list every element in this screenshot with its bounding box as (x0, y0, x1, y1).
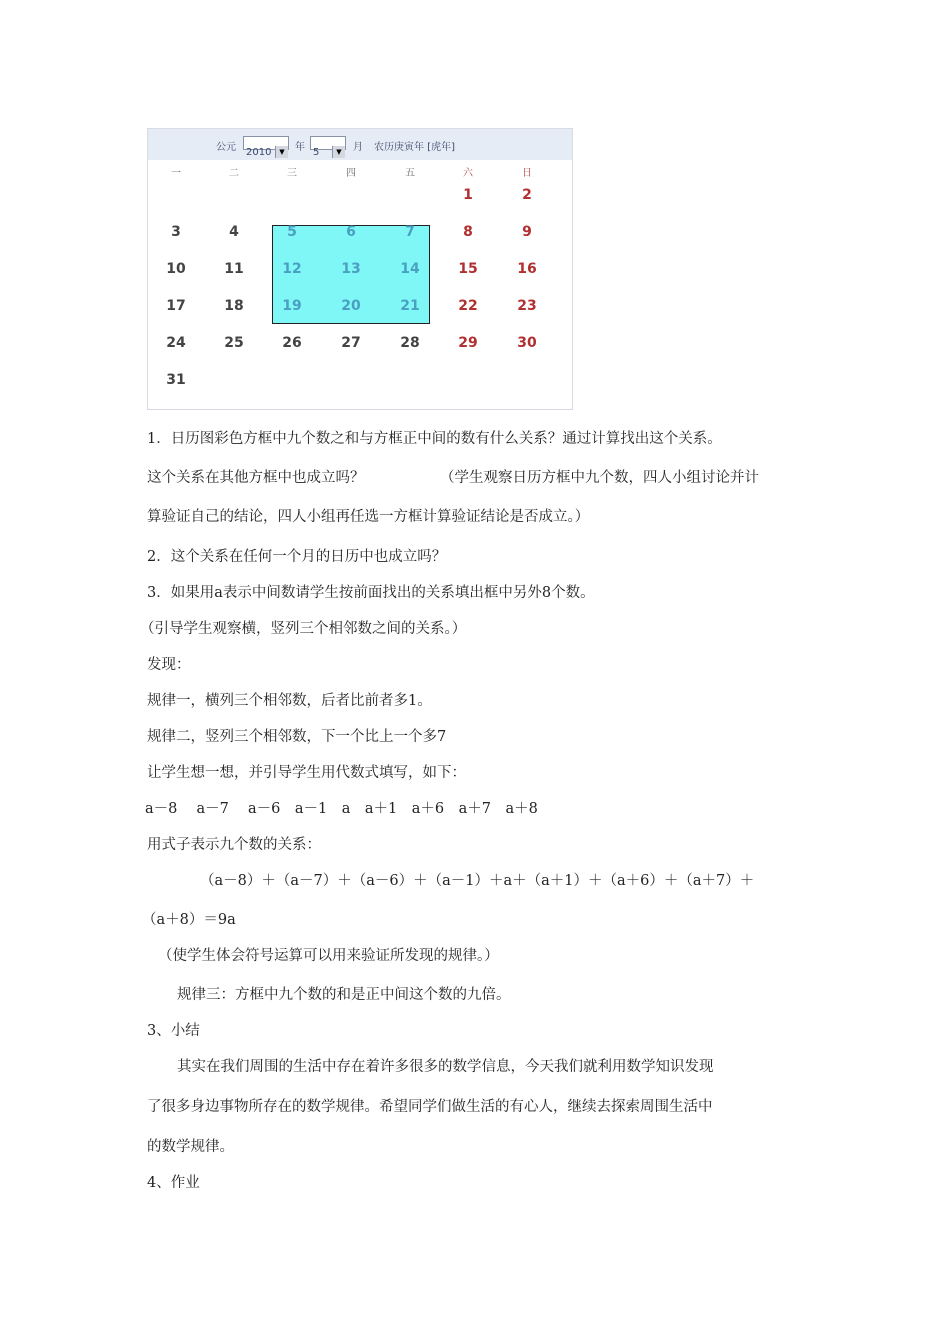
year-value: 2010 (246, 147, 272, 158)
student-activity-note-cont: 算验证自己的结论，四人小组再任选一方框计算验证结论是否成立。） (147, 509, 590, 525)
calendar-day[interactable]: 12 (282, 261, 302, 277)
lunar-year-label: 农历庚寅年 [虎年] (374, 142, 455, 153)
question-1: 1．日历图彩色方框中九个数之和与方框正中间的数有什么关系？通过计算找出这个关系。 (147, 431, 722, 447)
weekday-header: 四 (346, 168, 356, 179)
calendar-day[interactable]: 28 (400, 335, 420, 351)
month-suffix: 月 (353, 142, 363, 153)
chevron-down-icon: ▼ (275, 146, 288, 158)
weekday-header: 三 (287, 168, 297, 179)
calendar-day[interactable]: 1 (463, 187, 473, 203)
calendar-day[interactable]: 19 (282, 298, 302, 314)
weekday-header: 一 (171, 168, 181, 179)
calendar-day[interactable]: 8 (463, 224, 473, 240)
algebraic-expressions: a－8 a－7 a－6 a－1 a a＋1 a＋6 a＋7 a＋8 (145, 801, 538, 817)
calendar-day[interactable]: 14 (400, 261, 420, 277)
formula-line-2: （a＋8）＝9a (142, 912, 236, 928)
calendar-day[interactable]: 25 (224, 335, 244, 351)
calendar-day[interactable]: 7 (405, 224, 415, 240)
weekday-header: 二 (229, 168, 239, 179)
calendar-day[interactable]: 10 (166, 261, 186, 277)
calendar-day[interactable]: 15 (458, 261, 478, 277)
calendar-day[interactable]: 29 (458, 335, 478, 351)
calendar-day[interactable]: 3 (171, 224, 181, 240)
weekday-header: 日 (522, 168, 532, 179)
calendar-header (148, 129, 572, 160)
student-activity-note: （学生观察日历方框中九个数，四人小组讨论并计 (440, 470, 759, 486)
calendar-day[interactable]: 23 (517, 298, 537, 314)
calendar-day[interactable]: 6 (346, 224, 356, 240)
rule-three: 规律三：方框中九个数的和是正中间这个数的九倍。 (177, 987, 511, 1003)
month-value: 5 (313, 147, 320, 158)
rule-one: 规律一，横列三个相邻数，后者比前者多1。 (147, 693, 432, 709)
summary-paragraph-line-2: 了很多身边事物所存在的数学规律。希望同学们做生活的有心人，继续去探索周围生活中 (147, 1099, 713, 1115)
summary-heading: 3、小结 (147, 1023, 200, 1039)
discovery-heading: 发现： (147, 657, 191, 673)
calendar-day[interactable]: 27 (341, 335, 361, 351)
instruction-text: 让学生想一想，并引导学生用代数式填写，如下： (147, 765, 466, 781)
calendar-day[interactable]: 18 (224, 298, 244, 314)
symbolic-note: （使学生体会符号运算可以用来验证所发现的规律。） (158, 948, 499, 964)
formula-line-1: （a－8）＋（a－7）＋（a－6）＋（a－1）＋a＋（a＋1）＋（a＋6）＋（a＋7）＋ (200, 873, 755, 889)
rule-two: 规律二，竖列三个相邻数，下一个比上一个多7 (147, 729, 447, 745)
calendar-day[interactable]: 2 (522, 187, 532, 203)
homework-heading: 4、作业 (147, 1175, 200, 1191)
month-select[interactable] (310, 136, 346, 158)
calendar-day[interactable]: 5 (287, 224, 297, 240)
calendar-day[interactable]: 13 (341, 261, 361, 277)
year-select[interactable] (243, 136, 289, 158)
calendar-day[interactable]: 9 (522, 224, 532, 240)
era-label: 公元 (216, 142, 236, 153)
weekday-row (148, 160, 572, 182)
calendar-day[interactable]: 24 (166, 335, 186, 351)
chevron-down-icon: ▼ (332, 146, 345, 158)
summary-paragraph-line-1: 其实在我们周围的生活中存在着许多很多的数学信息，今天我们就利用数学知识发现 (177, 1059, 714, 1075)
calendar-day[interactable]: 31 (166, 372, 186, 388)
calendar-day[interactable]: 30 (517, 335, 537, 351)
question-1-followup: 这个关系在其他方框中也成立吗？ (147, 470, 365, 486)
calendar-day[interactable]: 26 (282, 335, 302, 351)
question-2: 2．这个关系在任何一个月的日历中也成立吗？ (147, 549, 447, 565)
calendar-day[interactable]: 21 (400, 298, 420, 314)
year-suffix: 年 (295, 142, 305, 153)
weekday-header: 六 (463, 168, 473, 179)
formula-intro: 用式子表示九个数的关系： (147, 837, 321, 853)
weekday-header: 五 (405, 168, 415, 179)
calendar-day[interactable]: 22 (458, 298, 478, 314)
calendar-image (147, 128, 573, 410)
guidance-note: （引导学生观察横，竖列三个相邻数之间的关系。） (140, 621, 467, 637)
calendar-day[interactable]: 4 (229, 224, 239, 240)
calendar-day[interactable]: 16 (517, 261, 537, 277)
question-3: 3．如果用a表示中间数请学生按前面找出的关系填出框中另外8个数。 (147, 585, 595, 601)
summary-paragraph-line-3: 的数学规律。 (147, 1139, 234, 1155)
calendar-day[interactable]: 17 (166, 298, 186, 314)
calendar-day[interactable]: 20 (341, 298, 361, 314)
calendar-day[interactable]: 11 (224, 261, 244, 277)
